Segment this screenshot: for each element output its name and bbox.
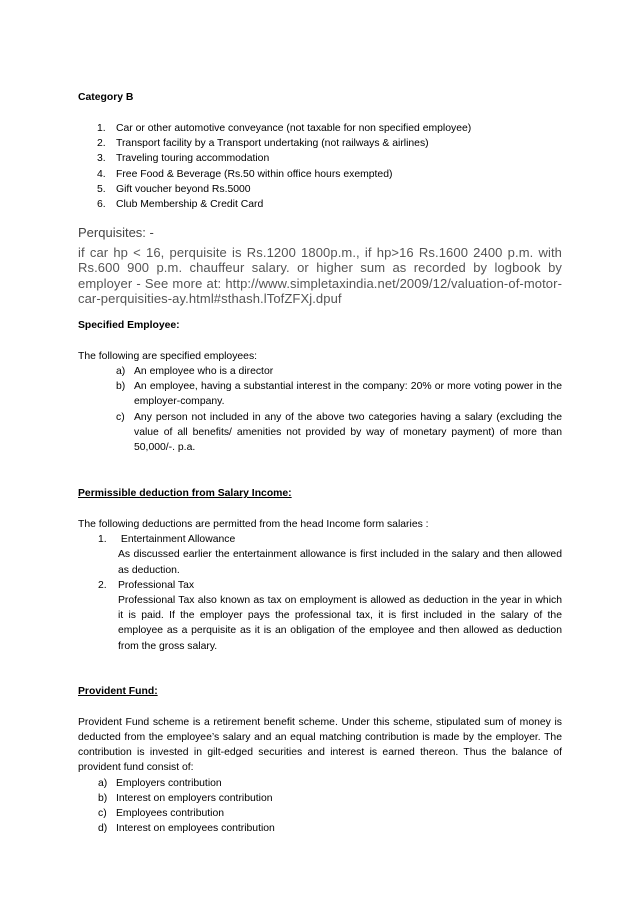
list-item: a) An employee who is a director [116,366,274,378]
list-item: 1. Car or other automotive conveyance (not taxable for non specified employee) [97,123,472,134]
provident-title: Provident Fund: [78,685,158,697]
perquisites-body: if car hp < 16, perquisite is Rs.1200 1800p.m., if hp>16 Rs.1600 2400 p.m. with Rs.600 900 p.m. chauffeur salary. or higher sum as recorded by logbook by employer - See more at: http://www.simpletaxindia.net/2009/12/valuation-of-motor-car-perquisities-ay.html#sthash.lTofZFXj.dpuf [78,245,562,306]
specified-intro: The following are specified employees: [78,351,258,363]
provident-list [78,776,562,837]
list-item: 2. Professional Tax Professional Tax also known as tax on employment is allowed as deduction in the year in which it is paid. If the employer pays the professional tax, it is first included in the salary of the employee as a perquisite as it is an obligation of the employee and then allowed as deduction from the gross salary. [78,578,562,654]
deduction-text: Professional Tax also known as tax on employment is allowed as deduction in the year in which it is paid. If the employer pays the professional tax, it is first included in the salary of the employee as a perquisite as it is an obligation of the employee and then allowed as deduction from the gross salary. [118,595,562,652]
deduction-heading: Professional Tax [118,579,195,591]
list-item: b) Interest on employers contribution [98,792,273,804]
category-title: Category B [78,92,134,103]
specified-title: Specified Employee: [78,320,180,332]
list-item: 3. Traveling touring accommodation [97,153,270,165]
list-item: 2. Transport facility by a Transport undertaking (not railways & airlines) [97,138,429,150]
perquisites-title: Perquisites: - [78,225,154,241]
list-item: b) An employee, having a substantial interest in the company: 20% or more voting power in the employer-company. [116,381,562,408]
list-item: c) Employees contribution [98,808,225,820]
deduction-title: Permissible deduction from Salary Income: [78,488,292,500]
category-list [78,121,562,212]
specified-list [78,364,562,455]
list-item: 6. Club Membership & Credit Card [97,199,264,211]
deduction-text: As discussed earlier the entertainment allowance is first included in the salary and then allowed as deduction. [118,549,562,576]
list-item: d) Interest on employees contribution [98,823,275,835]
list-item: 1. Entertainment Allowance As discussed earlier the entertainment allowance is first included in the salary and then allowed as deduction. [78,532,562,578]
list-item: a) Employers contribution [98,777,222,789]
list-item: 4. Free Food & Beverage (Rs.50 within office hours exempted) [97,168,393,180]
provident-body: Provident Fund scheme is a retirement benefit scheme. Under this scheme, stipulated sum of money is deducted from the employee’s salary and an equal matching contribution is made by the employer. The contribution is invested in gilt-edged securities and interest is earned thereon. Thus the balance of provident fund consist of: [78,716,562,774]
list-item: 5. Gift voucher beyond Rs.5000 [97,183,251,195]
list-item: c) Any person not included in any of the above two categories having a salary (excluding the value of all benefits/ amenities not provided by way of monetary payment) of more than 50,000/-. p.a. [116,411,562,454]
deduction-list [78,532,562,654]
page-content [78,90,562,837]
deduction-intro: The following deductions are permitted from the head Income form salaries : [78,519,429,531]
deduction-heading: Entertainment Allowance [118,534,236,546]
